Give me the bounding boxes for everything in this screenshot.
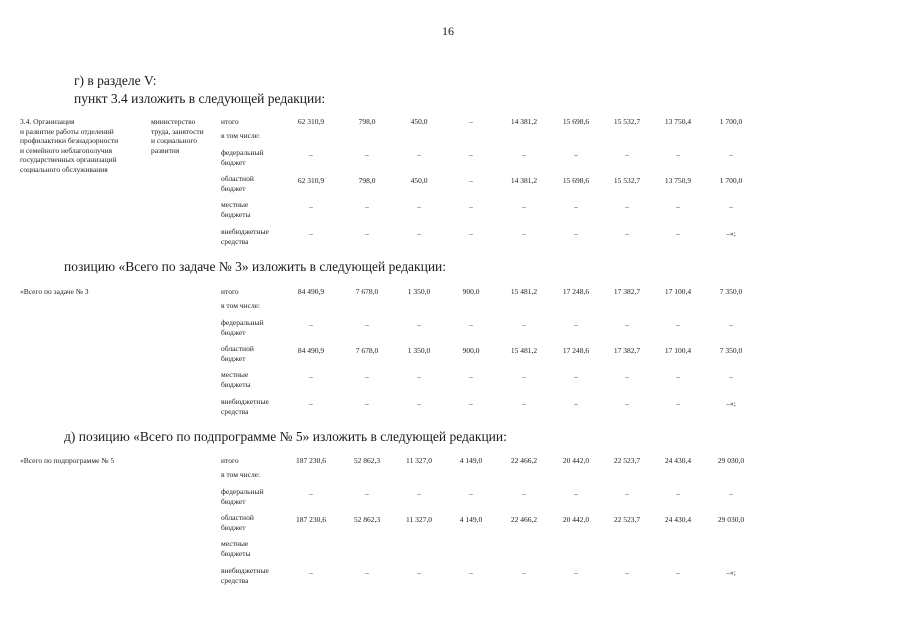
value-cell: 29 030,0 [717,456,745,465]
value-cell: – [469,399,473,408]
value-cell: 900,0 [462,346,480,355]
value-cell: 20 442,0 [562,515,590,524]
value-cell: 17 100,4 [664,287,692,296]
value-cell: 20 442,0 [562,456,590,465]
value-cell: – [574,399,578,408]
value-cell: 450,0 [410,117,428,126]
value-cell: 22 523,7 [613,456,641,465]
value-cell: – [676,568,680,577]
value-cell: – [469,372,473,381]
value-cell: 4 149,0 [459,456,483,465]
value-cell: – [625,202,629,211]
value-cell: 13 750,9 [664,176,692,185]
value-cell: – [309,150,313,159]
value-cell: – [469,229,473,238]
value-cell: – [676,150,680,159]
row-label: федеральный бюджет [221,148,264,167]
value-cell: – [417,202,421,211]
value-cell: – [522,150,526,159]
value-cell: – [676,489,680,498]
value-cell: – [365,568,369,577]
value-cell: – [309,320,313,329]
row-executor: министерство труда, занятости и социального развития [151,117,204,155]
value-cell: – [469,320,473,329]
row-label: в том числе: [221,131,261,140]
value-cell: – [365,372,369,381]
value-cell: – [365,399,369,408]
value-cell: 22 523,7 [613,515,641,524]
value-cell: 13 750,4 [664,117,692,126]
row-name: «Всего по подпрограмме № 5 [20,456,115,465]
value-cell: 798,0 [358,117,376,126]
row-label: итого [221,456,239,465]
value-cell: –»; [726,568,736,577]
value-cell: 15 532,7 [613,117,641,126]
page-number: 16 [442,24,454,38]
value-cell: – [469,489,473,498]
row-label: внебюджетные средства [221,227,269,246]
value-cell: – [469,176,473,185]
value-cell: 1 700,0 [719,117,743,126]
value-cell: – [365,320,369,329]
value-cell: – [574,202,578,211]
value-cell: – [625,489,629,498]
value-cell: – [625,372,629,381]
value-cell: 84 490,9 [297,346,325,355]
value-cell: 1 700,0 [719,176,743,185]
value-cell: – [676,320,680,329]
value-cell: – [522,568,526,577]
value-cell: – [625,320,629,329]
heading-item-3-4: пункт 3.4 изложить в следующей редакции: [74,91,326,106]
value-cell: 15 481,2 [510,287,538,296]
value-cell: 52 862,3 [353,515,381,524]
value-cell: 11 327,0 [406,456,432,465]
row-label: областной бюджет [221,344,254,363]
value-cell: 7 678,0 [355,287,379,296]
value-cell: – [309,202,313,211]
value-cell: – [729,372,733,381]
value-cell: –»; [726,399,736,408]
value-cell: 22 466,2 [510,456,538,465]
value-cell: – [309,489,313,498]
row-label: федеральный бюджет [221,487,264,506]
row-name: «Всего по задаче № 3 [20,287,89,296]
value-cell: – [676,399,680,408]
value-cell: 798,0 [358,176,376,185]
value-cell: 84 490,9 [297,287,325,296]
value-cell: – [676,202,680,211]
value-cell: 900,0 [462,287,480,296]
value-cell: – [417,229,421,238]
value-cell: 15 698,6 [562,117,590,126]
value-cell: – [365,202,369,211]
value-cell: – [469,117,473,126]
value-cell: 4 149,0 [459,515,483,524]
value-cell: – [417,489,421,498]
value-cell: – [469,568,473,577]
row-label: в том числе: [221,470,261,479]
value-cell: – [365,150,369,159]
value-cell: – [309,399,313,408]
value-cell: 7 678,0 [355,346,379,355]
value-cell: 52 862,3 [353,456,381,465]
value-cell: 1 350,0 [407,346,431,355]
value-cell: – [309,372,313,381]
value-cell: – [522,399,526,408]
heading-section-g: г) в разделе V: [74,73,157,88]
row-label: внебюджетные средства [221,397,269,416]
row-label: областной бюджет [221,513,254,532]
value-cell: 17 382,7 [613,287,641,296]
value-cell: – [729,489,733,498]
value-cell: – [469,202,473,211]
value-cell: 17 100,4 [664,346,692,355]
value-cell: – [729,150,733,159]
value-cell: 15 532,7 [613,176,641,185]
value-cell: – [309,229,313,238]
value-cell: – [729,320,733,329]
value-cell: 450,0 [410,176,428,185]
value-cell: – [625,568,629,577]
value-cell: – [417,399,421,408]
value-cell: –»; [726,229,736,238]
value-cell: – [365,489,369,498]
value-cell: 62 310,9 [297,176,325,185]
value-cell: – [625,399,629,408]
value-cell: – [625,229,629,238]
heading-section-d: д) позицию «Всего по подпрограмме № 5» изложить в следующей редакции: [64,429,507,444]
value-cell: 1 350,0 [407,287,431,296]
value-cell: 24 430,4 [664,515,692,524]
row-label: итого [221,287,239,296]
row-name: 3.4. Организация и развитие работы отделений профилактики безнадзорности и семейного неблагополучия государственных организаций социального обслуживания [20,117,119,174]
row-label: внебюджетные средства [221,566,269,585]
value-cell: – [574,320,578,329]
value-cell: – [365,229,369,238]
value-cell: – [574,229,578,238]
value-cell: – [417,320,421,329]
value-cell: 14 381,2 [510,176,538,185]
value-cell: 24 430,4 [664,456,692,465]
heading-task-3: позицию «Всего по задаче № 3» изложить в следующей редакции: [64,259,447,274]
row-label: в том числе: [221,301,261,310]
value-cell: – [522,202,526,211]
value-cell: – [309,568,313,577]
value-cell: 14 381,2 [510,117,538,126]
value-cell: 22 466,2 [510,515,538,524]
row-label: местные бюджеты [221,370,251,389]
value-cell: – [729,202,733,211]
value-cell: 7 350,0 [719,346,743,355]
value-cell: – [574,568,578,577]
value-cell: 62 310,9 [297,117,325,126]
row-label: итого [221,117,239,126]
value-cell: – [522,489,526,498]
value-cell: – [522,372,526,381]
value-cell: 15 481,2 [510,346,538,355]
value-cell: – [522,229,526,238]
value-cell: 17 248,6 [562,346,590,355]
value-cell: – [574,150,578,159]
row-label: областной бюджет [221,174,254,193]
value-cell: – [522,320,526,329]
value-cell: – [574,372,578,381]
value-cell: 187 230,6 [296,456,326,465]
value-cell: 17 382,7 [613,346,641,355]
row-label: местные бюджеты [221,200,251,219]
value-cell: – [417,150,421,159]
value-cell: – [417,372,421,381]
value-cell: 17 248,6 [562,287,590,296]
row-label: федеральный бюджет [221,318,264,337]
value-cell: 187 230,6 [296,515,326,524]
value-cell: – [625,150,629,159]
value-cell: 7 350,0 [719,287,743,296]
value-cell: – [676,229,680,238]
value-cell: 11 327,0 [406,515,432,524]
row-label: местные бюджеты [221,539,251,558]
value-cell: 15 698,6 [562,176,590,185]
value-cell: – [574,489,578,498]
value-cell: – [469,150,473,159]
value-cell: 29 030,0 [717,515,745,524]
value-cell: – [417,568,421,577]
value-cell: – [676,372,680,381]
